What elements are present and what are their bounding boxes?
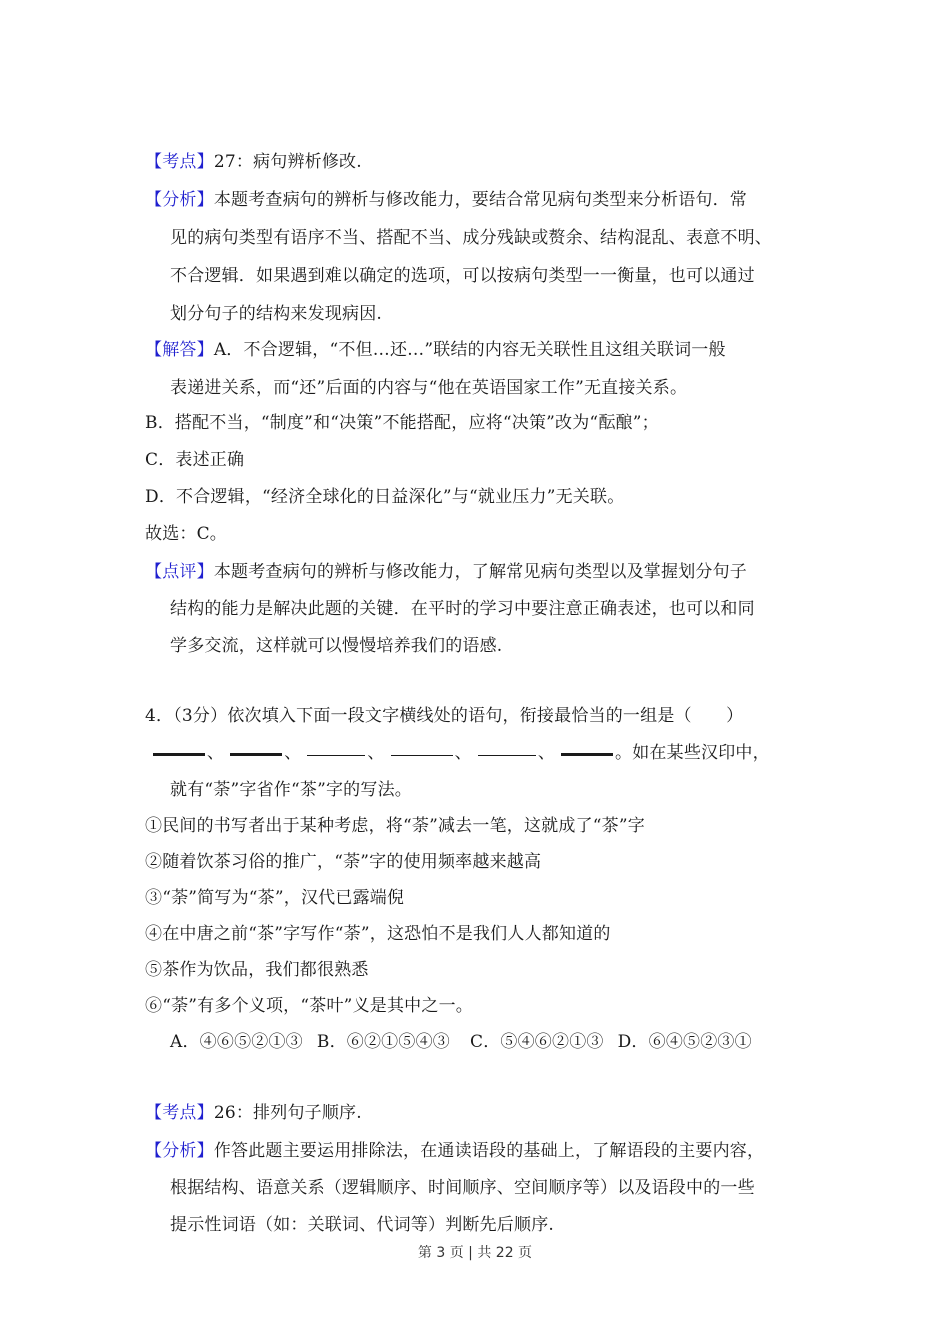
sentence-item-4: ④在中唐之前“茶”字写作“荼”，这恐怕不是我们人人都知道的 [145, 924, 611, 944]
blank-separator: 、 [454, 743, 472, 763]
blank-separator: 、 [537, 743, 556, 763]
kaodian-text: 27：病句辨析修改. [213, 152, 362, 172]
answer-blank-4 [391, 755, 453, 756]
sentence-item-6: ⑥“荼”有多个义项，“茶叶”义是其中之一。 [145, 996, 473, 1016]
answer-blank-2 [230, 753, 282, 756]
jieda-line-2: 表递进关系，而“还”后面的内容与“他在英语国家工作”无直接关系。 [170, 378, 688, 398]
jieda-option-b: B．搭配不当，“制度”和“决策”不能搭配，应将“决策”改为“酝酿”； [145, 413, 659, 433]
fenxi-tag: 【分析】 [145, 190, 214, 210]
sentence-item-3: ③“荼”简写为“茶”，汉代已露端倪 [145, 888, 405, 908]
kaodian-text-2: 26：排列句子顺序. [213, 1103, 362, 1123]
blank-tail-text: 。如在某些汉印中， [615, 743, 770, 763]
blank-separator: 、 [367, 743, 385, 763]
dianping-line-2: 结构的能力是解决此题的关键．在平时的学习中要注意正确表述，也可以和同 [170, 599, 755, 619]
kaodian-tag: 【考点】 [145, 152, 214, 172]
fenxi-line-1 [145, 188, 747, 212]
kaodian-line-2 [145, 1101, 362, 1125]
answer-blank-6 [561, 753, 613, 756]
jieda-tag: 【解答】 [145, 340, 214, 360]
question-4-stem: 4．（3分）依次填入下面一段文字横线处的语句，衔接最恰当的一组是（ ） [145, 706, 744, 726]
page-footer: 第 3 页 | 共 22 页 [417, 1245, 533, 1261]
fenxi2-text: 作答此题主要运用排除法，在通读语段的基础上，了解语段的主要内容， [213, 1141, 765, 1161]
question-4-options [170, 1030, 752, 1054]
fenxi2-line-1 [145, 1139, 764, 1163]
jieda-option-c: C．表述正确 [145, 450, 245, 470]
option-c: C．⑤④⑥②①③ [469, 1032, 604, 1052]
jieda-text: A．不合逻辑，“不但…还…”联结的内容无关联性且这组关联词一般 [213, 340, 726, 360]
blank-separator: 、 [207, 743, 225, 763]
question-4-stem-cont: 就有“荼”字省作“茶”字的写法。 [170, 780, 412, 800]
question-4-blanks-line [151, 741, 770, 765]
dianping-line-1 [145, 560, 747, 584]
dianping-line-3: 学多交流，这样就可以慢慢培养我们的语感. [170, 636, 503, 656]
fenxi-line-2: 见的病句类型有语序不当、搭配不当、成分残缺或赘余、结构混乱、表意不明、 [170, 228, 772, 248]
fenxi2-line-3: 提示性词语（如：关联词、代词等）判断先后顺序. [170, 1215, 555, 1235]
option-d: D．⑥④⑤②③① [617, 1032, 752, 1052]
jieda-option-d: D．不合逻辑，“经济全球化的日益深化”与“就业压力”无关联。 [145, 487, 625, 507]
blank-separator: 、 [284, 743, 302, 763]
answer-blank-3 [307, 755, 365, 756]
fenxi2-line-2: 根据结构、语意关系（逻辑顺序、时间顺序、空间顺序等）以及语段中的一些 [170, 1178, 755, 1198]
dianping-text: 本题考查病句的辨析与修改能力，了解常见病句类型以及掌握划分句子 [213, 562, 748, 582]
jieda-line-1 [145, 338, 726, 362]
kaodian-tag-2: 【考点】 [145, 1103, 214, 1123]
fenxi-tag-2: 【分析】 [145, 1141, 214, 1161]
kaodian-line-1 [145, 150, 362, 174]
sentence-item-5: ⑤茶作为饮品，我们都很熟悉 [145, 960, 369, 980]
option-a: A．④⑥⑤②①③ [170, 1032, 303, 1052]
answer-blank-5 [478, 755, 536, 756]
jieda-answer: 故选：C。 [145, 524, 228, 544]
fenxi-text: 本题考查病句的辨析与修改能力，要结合常见病句类型来分析语句．常 [213, 190, 748, 210]
option-b: B．⑥②①⑤④③ [316, 1032, 450, 1052]
answer-blank-1 [153, 753, 205, 756]
sentence-item-2: ②随着饮茶习俗的推广，“荼”字的使用频率越来越高 [145, 852, 542, 872]
fenxi-line-4: 划分句子的结构来发现病因. [170, 304, 383, 324]
dianping-tag: 【点评】 [145, 562, 214, 582]
fenxi-line-3: 不合逻辑．如果遇到难以确定的选项，可以按病句类型一一衡量，也可以通过 [170, 266, 755, 286]
sentence-item-1: ①民间的书写者出于某种考虑，将“荼”减去一笔，这就成了“茶”字 [145, 816, 645, 836]
